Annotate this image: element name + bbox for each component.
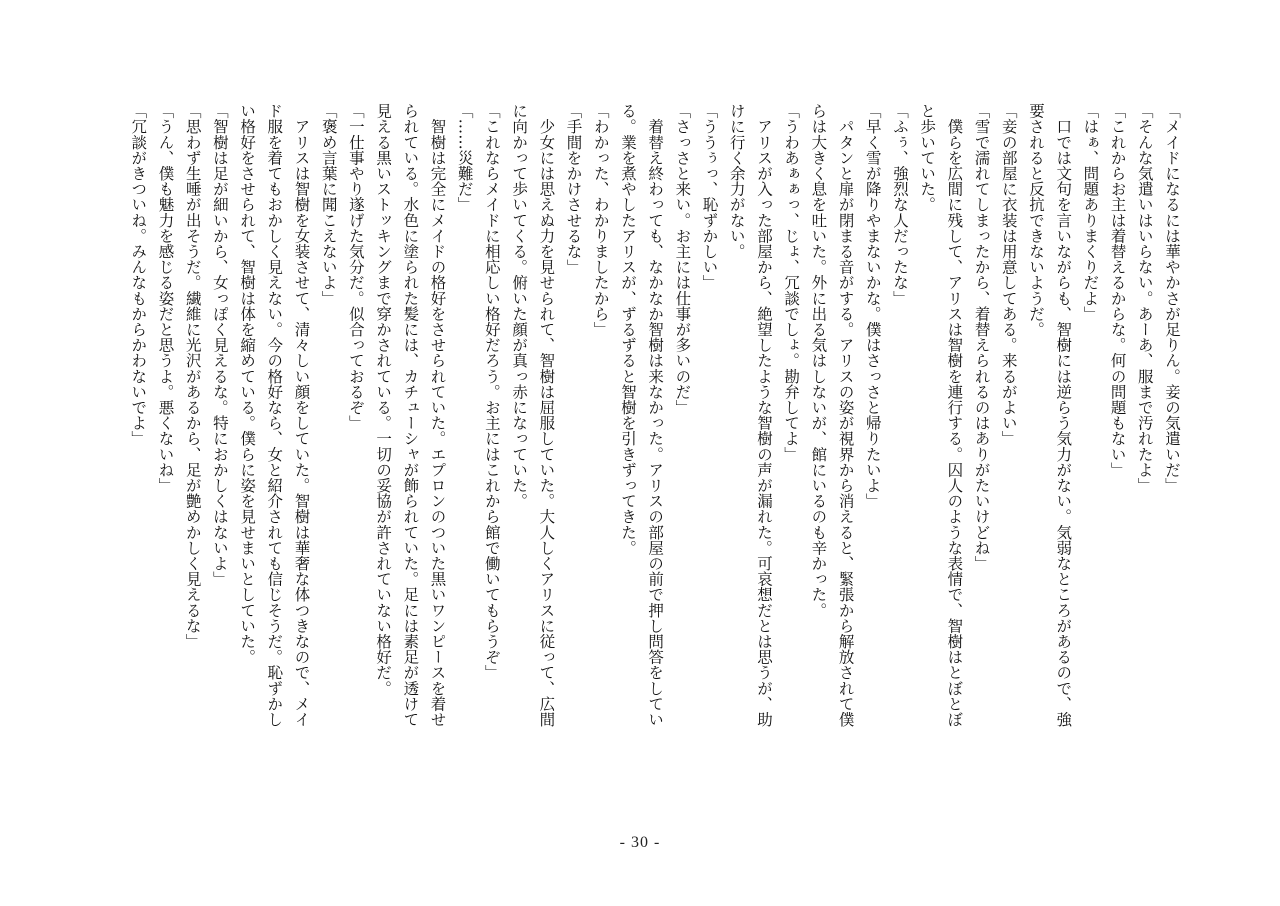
text-line: 「さっさと来い。お主には仕事が多いのだ」 — [673, 103, 692, 415]
text-line: と歩いていた。 — [918, 103, 937, 213]
body-text — [103, 103, 1185, 819]
text-line: 着替え終わっても、なかなか智樹は来なかった。アリスの部屋の前で押し問答をしてい — [646, 103, 665, 727]
text-line: 少女には思えぬ力を見せられて、智樹は屈服していた。大人しくアリスに従って、広間 — [537, 103, 556, 727]
text-line: 「これからお主は着替えるからな。何の問題もない」 — [1108, 103, 1127, 478]
text-line: らは大きく息を吐いた。外に出る気はしないが、館にいるのも辛かった。 — [809, 103, 828, 618]
text-line: 智樹は完全にメイドの格好をさせられていた。エプロンのついた黒いワンピースを着せ — [428, 103, 447, 727]
text-line: アリスは智樹を女装させて、清々しい顔をしていた。智樹は華奢な体つきなので、メイ — [292, 103, 311, 727]
text-line: 「手間をかけさせるな」 — [564, 103, 583, 275]
text-line: 「妾の部屋に衣装は用意してある。来るがよい」 — [999, 103, 1018, 447]
text-line: 「……災難だ」 — [455, 103, 474, 213]
text-line: 「智樹は足が細いから、女っぽく見えるな。特におかしくはないよ」 — [210, 103, 229, 587]
text-line: ド服を着てもおかしく見えない。今の格好なら、女と紹介されても信じそうだ。恥ずかし — [265, 103, 284, 727]
text-line: 「一仕事やり遂げた気分だ。似合っておるぞ」 — [346, 103, 365, 431]
text-line: 「雪で濡れてしまったから、着替えられるのはありがたいけどね」 — [972, 103, 991, 571]
text-line: 「早く雪が降りやまないかな。僕はさっさと帰りたいよ」 — [863, 103, 882, 509]
text-line: る。業を煮やしたアリスが、ずるずると智樹を引きずってきた。 — [618, 103, 637, 556]
text-line: 口では文句を言いながらも、智樹には逆らう気力がない。気弱なところがあるので、強 — [1054, 103, 1073, 727]
text-line: 「ふぅ、強烈な人だったな」 — [890, 103, 909, 306]
text-line: 「そんな気遣いはいらない。あーあ、服まで汚れたよ」 — [1135, 103, 1154, 493]
text-line: 「うん、僕も魅力を感じる姿だと思うよ。悪くないね」 — [156, 103, 175, 493]
text-line: 「ううぅっ、恥ずかしい」 — [700, 103, 719, 291]
page-number: - 30 - — [619, 834, 661, 851]
text-line: 「うわあぁぁっ、じょ、冗談でしょ。勘弁してよ」 — [782, 103, 801, 462]
text-line: 要されると反抗できないようだ。 — [1026, 103, 1045, 337]
text-line: 「思わず生唾が出そうだ。繊維に光沢があるから、足が艶めかしく見えるな」 — [183, 103, 202, 649]
text-line: に向かって歩いてくる。俯いた顔が真っ赤になっていた。 — [510, 103, 529, 509]
text-line: 「はぁ、問題ありまくりだよ」 — [1081, 103, 1100, 322]
text-line: 僕らを広間に残して、アリスは智樹を連行する。囚人のような表情で、智樹はとぼとぼ — [945, 103, 964, 727]
text-line: 「これならメイドに相応しい格好だろう。お主にはこれから館で働いてもらうぞ」 — [482, 103, 501, 681]
text-line: アリスが入った部屋から、絶望したような智樹の声が漏れた。可哀想だとは思うが、助 — [754, 103, 773, 727]
text-line: けに行く余力がない。 — [727, 103, 746, 259]
text-line: 「冗談がきついね。みんなもからかわないでよ」 — [129, 103, 148, 447]
text-line: パタンと扉が閉まる音がする。アリスの姿が視界から消えると、緊張から解放されて僕 — [836, 103, 855, 727]
text-line: られている。水色に塗られた髪には、カチューシャが飾られていた。足には素足が透けて — [401, 103, 420, 727]
text-line: 「わかった、わかりましたから」 — [591, 103, 610, 337]
text-line: 「褒め言葉に聞こえないよ」 — [319, 103, 338, 306]
text-line: 見える黒いストッキングまで穿かされている。一切の妥協が許されていない格好だ。 — [374, 103, 393, 696]
text-line: 「メイドになるには華やかさが足りん。妾の気遣いだ」 — [1163, 103, 1181, 493]
text-line: い格好をさせられて、智樹は体を縮めている。僕らに姿を見せまいとしていた。 — [238, 103, 257, 665]
